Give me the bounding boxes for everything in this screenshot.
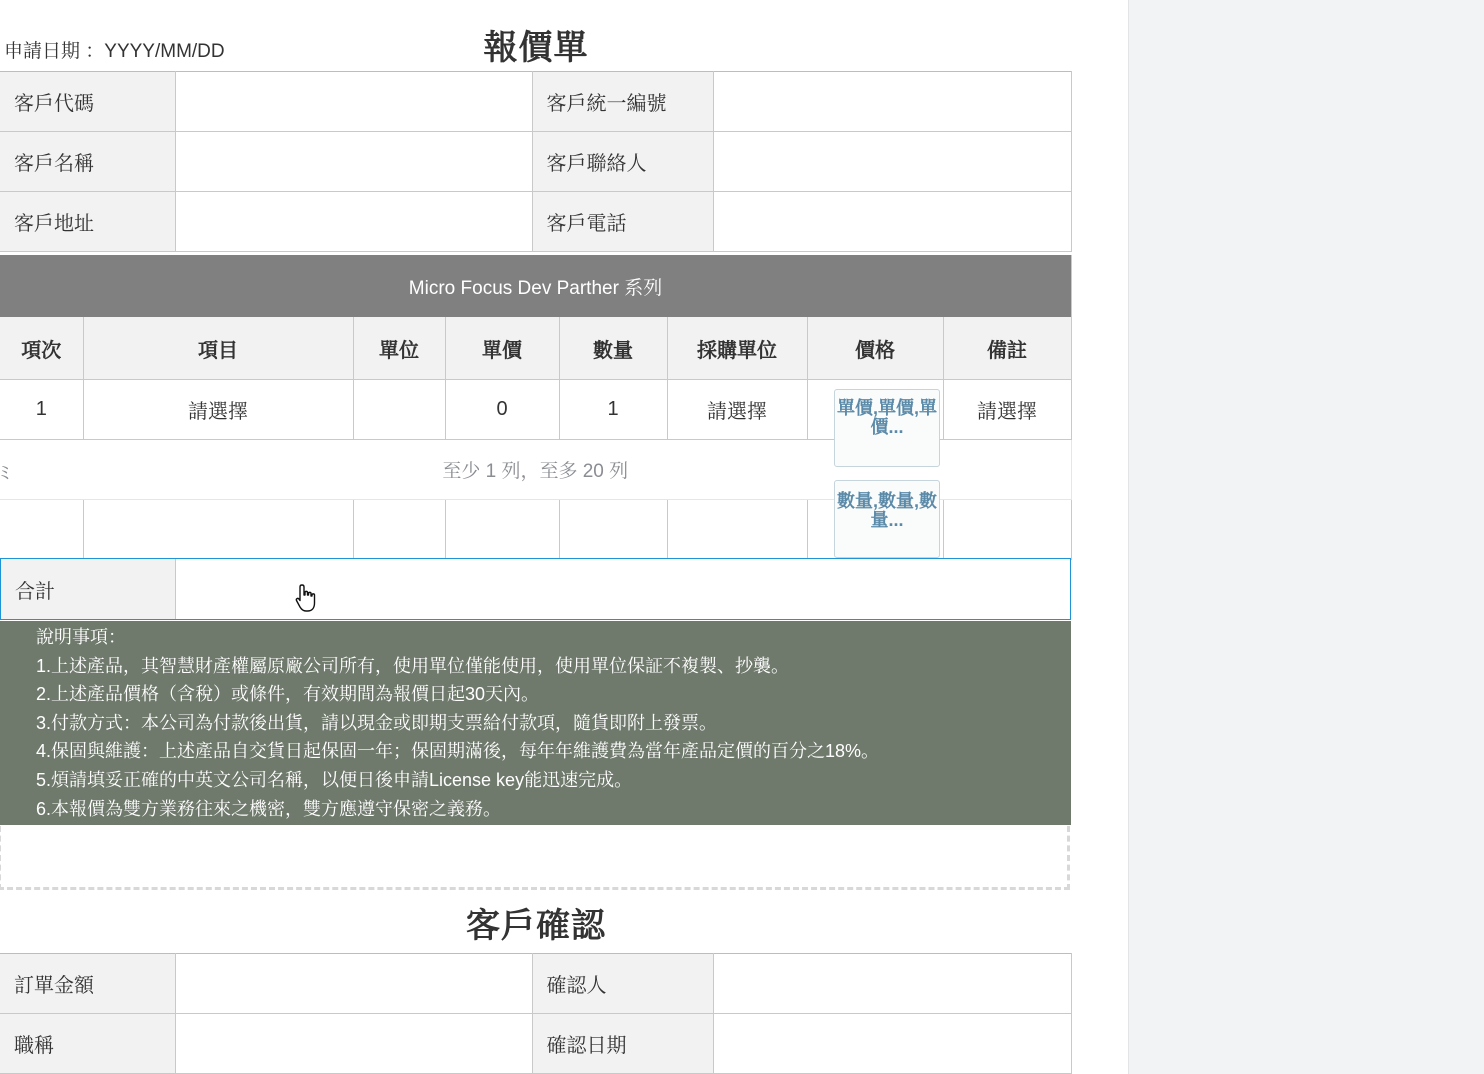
- customer-address-label: 客戶地址: [0, 192, 175, 252]
- col-header-item: 項目: [83, 317, 353, 380]
- confirm-title: 客戶確認: [466, 907, 606, 945]
- customer-code-label: 客戶代碼: [0, 72, 175, 132]
- col-header-remark: 備註: [943, 317, 1071, 380]
- col-header-price: 價格: [807, 317, 943, 380]
- hand-cursor-icon: [295, 583, 321, 613]
- quantity-input[interactable]: 1: [559, 380, 667, 440]
- customer-name-label: 客戶名稱: [0, 132, 175, 192]
- col-header-purchase-unit: 採購單位: [667, 317, 807, 380]
- right-side-panel: [1128, 0, 1484, 1074]
- note-line-4: 4.保固與維護：上述產品自交貨日起保固一年；保固期滿後，每年年維護費為當年產品定價的百分之18%。: [36, 741, 880, 762]
- item-select[interactable]: 請選擇: [83, 380, 353, 440]
- order-amount-field[interactable]: [175, 954, 532, 1014]
- customer-tax-id-label: 客戶統一編號: [532, 72, 713, 132]
- total-row[interactable]: [0, 558, 1071, 620]
- items-header-row: [0, 317, 1071, 380]
- job-title-field[interactable]: [175, 1014, 532, 1074]
- row-index: 1: [0, 380, 83, 440]
- row-drag-icon[interactable]: ﾐ: [0, 463, 10, 484]
- col-header-unit-price: 單價: [445, 317, 559, 380]
- remark-select[interactable]: 請選擇: [943, 380, 1071, 440]
- confirm-date-label: 確認日期: [532, 1014, 713, 1074]
- job-title-label: 職稱: [0, 1014, 175, 1074]
- drop-zone[interactable]: [0, 826, 1070, 890]
- col-header-quantity: 數量: [559, 317, 667, 380]
- confirmer-label: 確認人: [532, 954, 713, 1014]
- unit-cell: [353, 380, 445, 440]
- note-line-2: 2.上述產品價格（含稅）或條件，有效期間為報價日起30天內。: [36, 684, 540, 705]
- notes-title: 說明事項：: [36, 627, 126, 647]
- total-label: 合計: [1, 559, 176, 619]
- customer-tax-id-field[interactable]: [713, 72, 1071, 132]
- quantity-formula-chip[interactable]: 數量,數量,數量...: [834, 480, 940, 558]
- col-header-unit: 單位: [353, 317, 445, 380]
- order-amount-label: 訂單金額: [0, 954, 175, 1014]
- customer-info-table: [0, 71, 1072, 252]
- price-formula-chip[interactable]: 單價,單價,單價...: [834, 389, 940, 467]
- customer-confirm-table: [0, 953, 1072, 1074]
- customer-code-field[interactable]: [175, 72, 532, 132]
- col-header-index: 項次: [0, 317, 83, 380]
- customer-name-field[interactable]: [175, 132, 532, 192]
- notes-section: [0, 621, 1071, 825]
- confirmer-field[interactable]: [713, 954, 1071, 1014]
- apply-date: 申請日期 ：YYYY/MM/DD: [4, 41, 225, 62]
- row-limit-hint: 至少 1 列，至多 20 列: [442, 461, 629, 482]
- note-line-3: 3.付款方式：本公司為付款後出貨，請以現金或即期支票給付款項，隨貨即附上發票。: [36, 712, 718, 733]
- note-line-5: 5.煩請填妥正確的中英文公司名稱，以便日後申請License key能迅速完成。: [36, 769, 633, 790]
- customer-contact-field[interactable]: [713, 132, 1071, 192]
- note-line-1: 1.上述產品，其智慧財產權屬原廠公司所有，使用單位僅能使用，使用單位保証不複製、抄襲。: [36, 655, 790, 676]
- customer-address-field[interactable]: [175, 192, 532, 252]
- note-line-6: 6.本報價為雙方業務往來之機密，雙方應遵守保密之義務。: [36, 798, 502, 819]
- customer-contact-label: 客戶聯絡人: [532, 132, 713, 192]
- confirm-date-field[interactable]: [713, 1014, 1071, 1074]
- series-header: Micro Focus Dev Parther 系列: [0, 255, 1072, 317]
- page-title: 報價單: [483, 29, 589, 67]
- customer-phone-field[interactable]: [713, 192, 1071, 252]
- customer-phone-label: 客戶電話: [532, 192, 713, 252]
- purchase-unit-select[interactable]: 請選擇: [667, 380, 807, 440]
- unit-price-input[interactable]: 0: [445, 380, 559, 440]
